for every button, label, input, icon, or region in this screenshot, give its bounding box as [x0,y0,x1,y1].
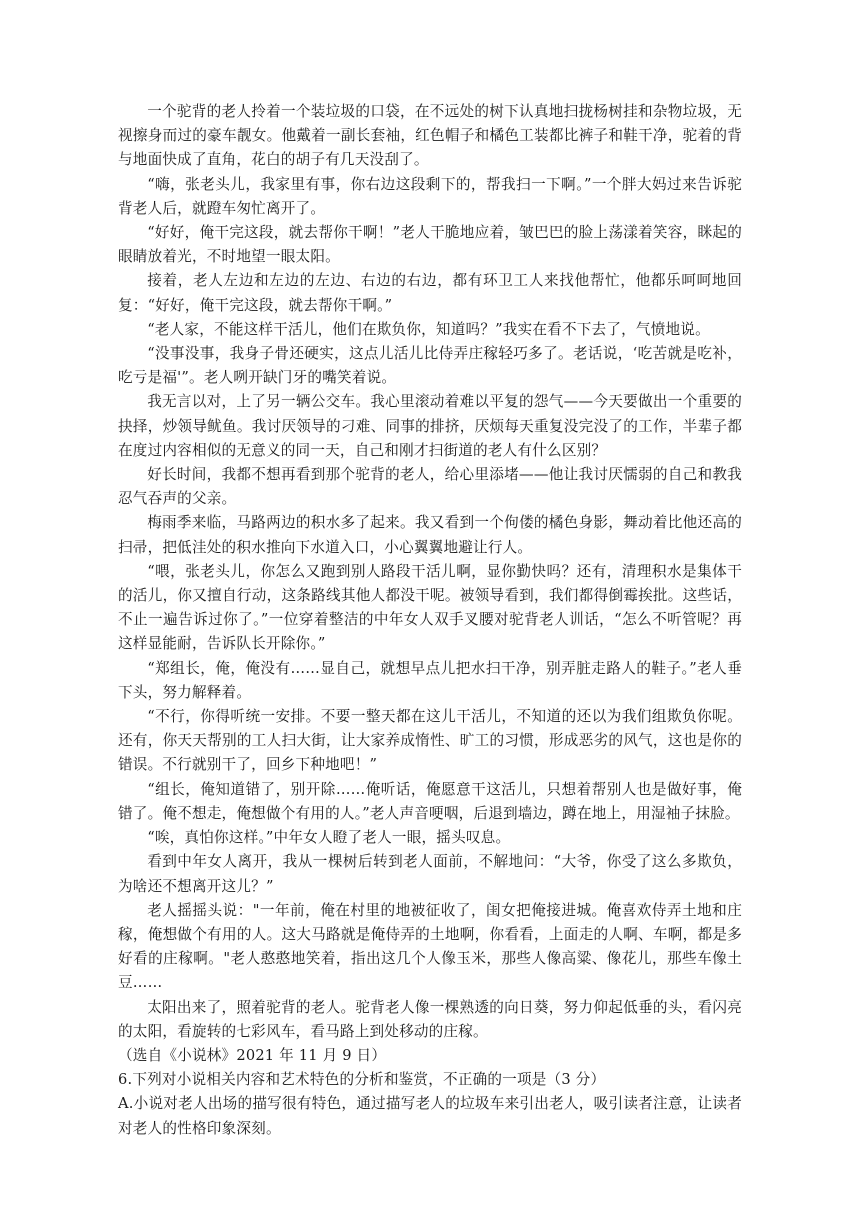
paragraph-11: “郑组长，俺，俺没有……显自己，就想早点儿把水扫干净，别弄脏走路人的鞋子。”老人垂下头，努力解释着。 [118,659,742,701]
question-stem: 6.下列对小说相关内容和艺术特色的分析和鉴赏，不正确的一项是（3 分） [118,1071,606,1089]
paragraph-2: “嗨，张老头儿，我家里有事，你右边这段剩下的，帮我扫一下啊。”一个胖大妈过来告诉驼背老人后，就蹬车匆忙离开了。 [118,175,742,217]
paragraph-16: 老人摇摇头说："一年前，俺在村里的地被征收了，闺女把俺接进城。俺喜欢侍弄土地和庄稼，俺想做个有用的人。这大马路就是俺侍弄的土地啊，你看看，上面走的人啊、车啊，都是多好看的庄稼啊。"老人憨憨地笑着，指出这几个人像玉米，那些人像高粱、像花儿，那些车像土豆…… [118,901,742,992]
document-body [118,100,742,1141]
paragraph-10: “喂，张老头儿，你怎么又跑到别人路段干活儿啊，显你勤快吗？还有，清理积水是集体干的活儿，你又擅自行动，这条路线其他人都没干呢。被领导看到，我们都得倒霉挨批。这些话，不止一遍告诉过你了。”一位穿着整洁的中年女人双手叉腰对驼背老人训话，“怎么不听管呢？再这样显能耐，告诉队长开除你。” [118,562,742,653]
paragraph-9: 梅雨季来临，马路两边的积水多了起来。我又看到一个佝偻的橘色身影，舞动着比他还高的扫帚，把低洼处的积水推向下水道入口，小心翼翼地避让行人。 [118,514,742,556]
paragraph-15: 看到中年女人离开，我从一棵树后转到老人面前，不解地问：“大爷，你受了这么多欺负，为啥还不想离开这儿？” [118,853,742,895]
paragraph-13: “组长，俺知道错了，别开除……俺听话，俺愿意干这活儿，只想着帮别人也是做好事，俺错了。俺不想走，俺想做个有用的人。”老人声音哽咽，后退到墙边，蹲在地上，用湿袖子抹脸。 [118,780,742,822]
paragraph-17: 太阳出来了，照着驼背的老人。驼背老人像一棵熟透的向日葵，努力仰起低垂的头，看闪亮的太阳，看旋转的七彩风车，看马路上到处移动的庄稼。 [118,998,742,1040]
paragraph-1: 一个驼背的老人拎着一个装垃圾的口袋，在不远处的树下认真地扫拢杨树挂和杂物垃圾，无视擦身而过的豪车靓女。他戴着一副长套袖，红色帽子和橘色工装都比裤子和鞋干净，驼着的背与地面快成了直角，花白的胡子有几天没刮了。 [118,103,742,169]
paragraph-7: 我无言以对，上了另一辆公交车。我心里滚动着难以平复的怨气——今天要做出一个重要的抉择，炒领导鱿鱼。我讨厌领导的刁难、同事的排挤，厌烦每天重复没完没了的工作，半辈子都在度过内容相似的无意义的同一天，自己和刚才扫街道的老人有什么区别？ [118,393,742,459]
source-citation: （选自《小说林》2021 年 11 月 9 日） [118,1046,387,1064]
paragraph-6: “没事没事，我身子骨还硬实，这点儿活儿比侍弄庄稼轻巧多了。老话说，‘吃苦就是吃补，吃亏是福'”。老人咧开缺门牙的嘴笑着说。 [118,345,742,387]
paragraph-5: “老人家，不能这样干活儿，他们在欺负你，知道吗？”我实在看不下去了，气愤地说。 [147,320,710,338]
paragraph-12: “不行，你得听统一安排。不要一整天都在这儿干活儿，不知道的还以为我们组欺负你呢。还有，你天天帮别的工人扫大街，让大家养成惰性、旷工的习惯，形成恶劣的风气，这也是你的错误。不行就别干了，回乡下种地吧！” [118,708,742,774]
question-option-a: A.小说对老人出场的描写很有特色，通过描写老人的垃圾车来引出老人，吸引读者注意，让读者对老人的性格印象深刻。 [118,1095,742,1137]
paragraph-4: 接着，老人左边和左边的左边、右边的右边，都有环卫工人来找他帮忙，他都乐呵呵地回复：“好好，俺干完这段，就去帮你干啊。” [118,272,742,314]
paragraph-14: “唉，真怕你这样。”中年女人瞪了老人一眼，摇头叹息。 [147,829,511,847]
paragraph-3: “好好，俺干完这段，就去帮你干啊！”老人干脆地应着，皱巴巴的脸上荡漾着笑容，眯起的眼睛放着光，不时地望一眼太阳。 [118,224,742,266]
paragraph-8: 好长时间，我都不想再看到那个驼背的老人，给心里添堵——他让我讨厌懦弱的自己和教我忍气吞声的父亲。 [118,466,742,508]
